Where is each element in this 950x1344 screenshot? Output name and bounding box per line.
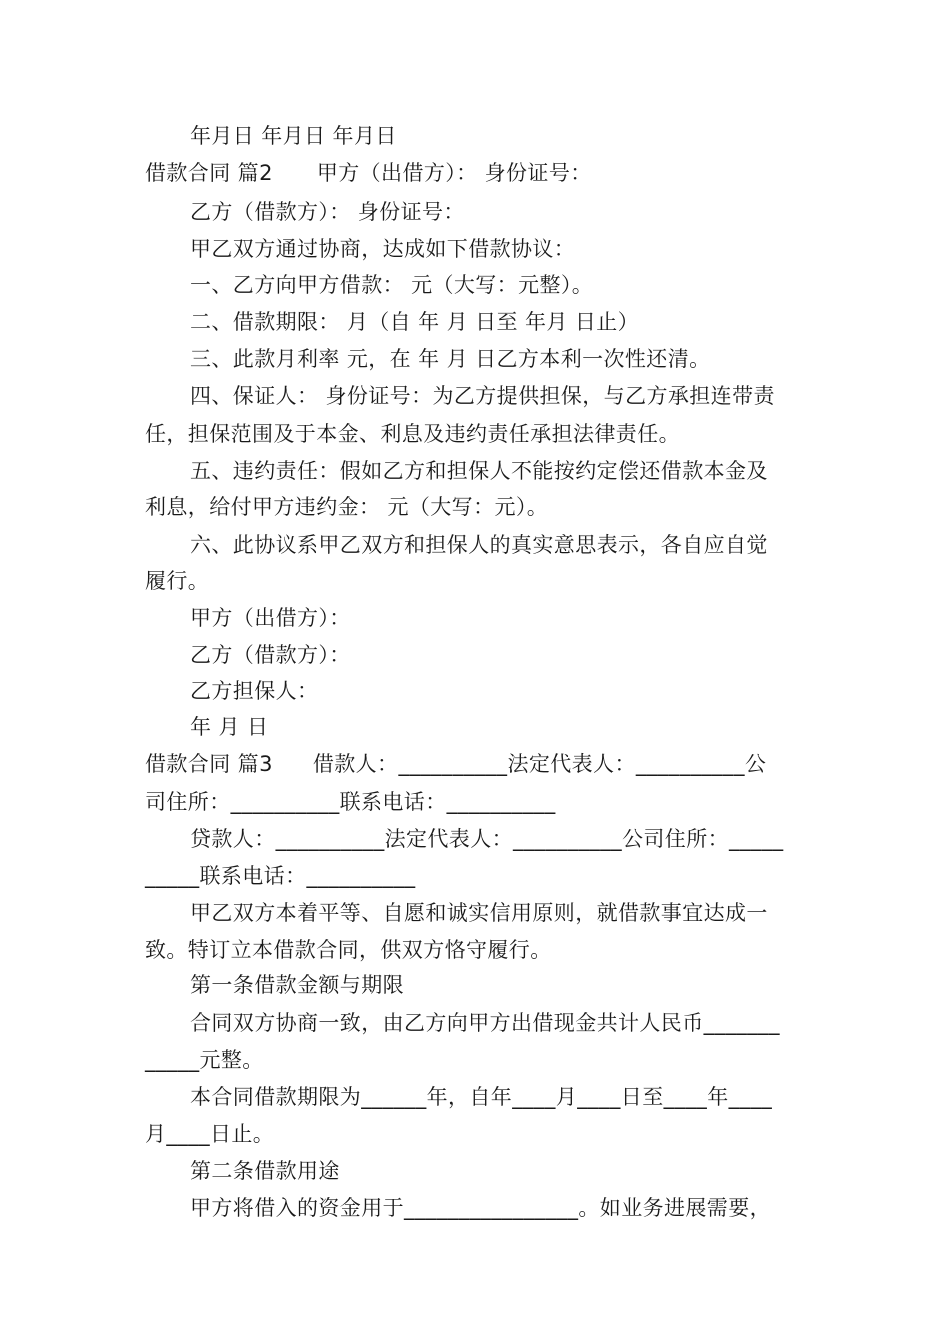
section-heading-3-line	[145, 749, 766, 779]
article-1-term-line-2: 月____日止。	[145, 1122, 275, 1146]
borrower-info-line-2: 司住所：__________联系电话：__________	[145, 790, 556, 814]
section-heading-3: 借款合同 篇3	[145, 752, 273, 776]
article-1-term-line-1: 本合同借款期限为______年，自年____月____日至____年____	[190, 1085, 773, 1109]
clause-3: 三、此款月利率 元，在 年 月 日乙方本利一次性还清。	[190, 347, 711, 371]
lender-info-line-2: _____联系电话：__________	[145, 864, 416, 888]
date-line: 年月日 年月日 年月日	[190, 124, 397, 148]
article-1-heading: 第一条借款金额与期限	[190, 973, 404, 997]
article-1-amount-line-2: _____元整。	[145, 1048, 264, 1072]
borrower-info-line-1: 借款人：__________法定代表人：__________公	[312, 752, 767, 776]
clause-2: 二、借款期限： 月（自 年 月 日至 年月 日止）	[190, 310, 640, 334]
article-2-heading: 第二条借款用途	[190, 1159, 340, 1183]
article-2-purpose: 甲方将借入的资金用于________________。如业务进展需要，	[190, 1196, 771, 1220]
preamble-line-2: 致。特订立本借款合同，供双方恪守履行。	[145, 938, 552, 962]
section-heading-2: 借款合同 篇2	[145, 161, 273, 185]
signature-date: 年 月 日	[190, 715, 269, 739]
borrower-id-line: 乙方（借款方）： 身份证号：	[190, 200, 465, 224]
clause-6-line-1: 六、此协议系甲乙双方和担保人的真实意思表示，各自应自觉	[190, 533, 768, 557]
clause-4-line-2: 任，担保范围及于本金、利息及违约责任承担法律责任。	[145, 422, 680, 446]
clause-1: 一、乙方向甲方借款： 元（大写：元整）。	[190, 273, 594, 297]
clause-6-line-2: 履行。	[145, 569, 210, 593]
borrower-signature: 乙方（借款方）：	[190, 643, 351, 667]
agreement-intro: 甲乙双方通过协商，达成如下借款协议：	[190, 237, 576, 261]
lender-info-line-1: 贷款人：__________法定代表人：__________公司住所：_____	[190, 827, 784, 851]
article-1-amount-line-1: 合同双方协商一致，由乙方向甲方出借现金共计人民币_______	[190, 1011, 780, 1035]
lender-signature: 甲方（出借方）：	[190, 606, 351, 630]
clause-4-line-1: 四、保证人： 身份证号：为乙方提供担保，与乙方承担连带责	[190, 384, 775, 408]
guarantor-signature: 乙方担保人：	[190, 679, 319, 703]
clause-5-line-2: 利息，给付甲方违约金： 元（大写：元）。	[145, 495, 549, 519]
section-heading-2-line	[145, 158, 592, 188]
preamble-line-1: 甲乙双方本着平等、自愿和诚实信用原则，就借款事宜达成一	[190, 901, 768, 925]
clause-5-line-1: 五、违约责任：假如乙方和担保人不能按约定偿还借款本金及	[190, 459, 768, 483]
lender-id-line: 甲方（出借方）： 身份证号：	[316, 161, 592, 185]
